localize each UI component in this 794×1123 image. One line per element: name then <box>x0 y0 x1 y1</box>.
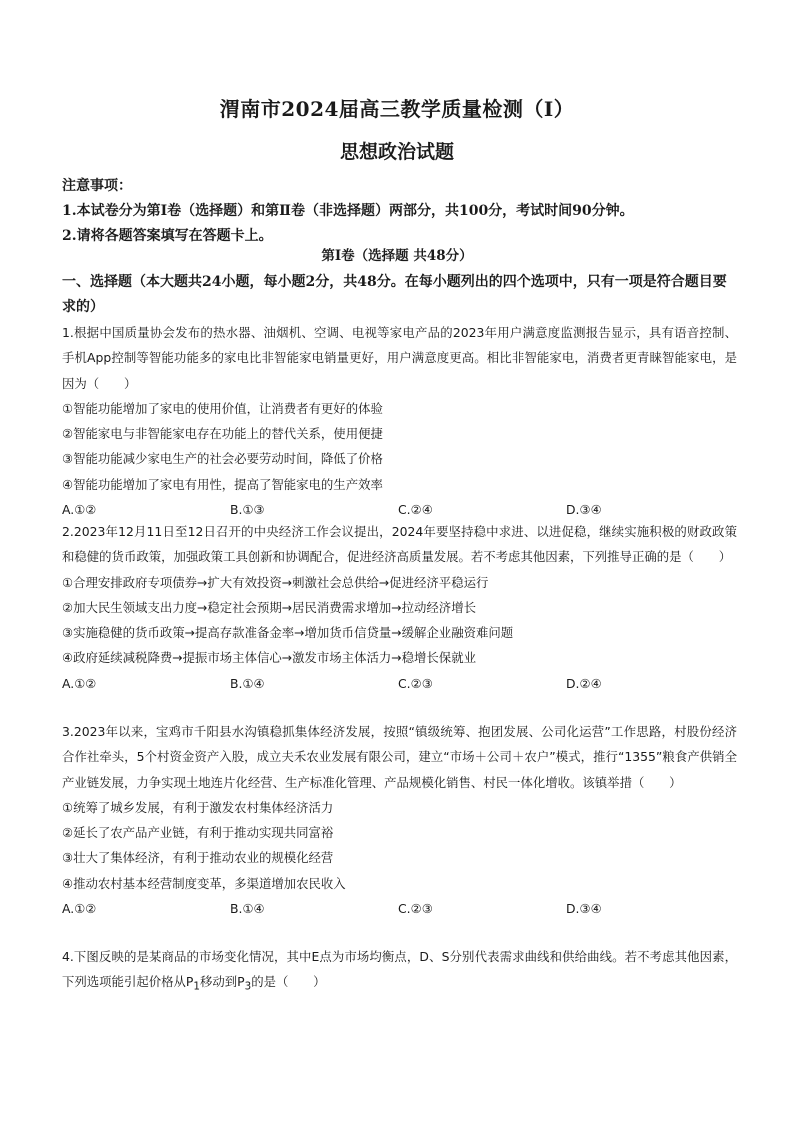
stem-text: 的是（ ） <box>251 974 326 990</box>
choice-b: B.①③ <box>230 502 265 518</box>
question-option: ①统筹了城乡发展，有利于激发农村集体经济活力 <box>62 799 334 815</box>
question-stem: 3.2023年以来，宝鸡市千阳县水沟镇稳抓集体经济发展，按照“镇级统筹、抱团发展、公司化运营”工作思路，村股份经济合作社牵头，5个村资金资产入股，成立夫禾农业发展有限公司，建立“市场＋公司＋农户”模式，推行“1355”粮食产供销全产业链发展，力争实现土地连片化经营、生产标准化管理、产品规模化销售、村民一体化增收。该镇举措（ ） <box>62 724 737 790</box>
question-option: ③实施稳健的货币政策→提高存款准备金率→增加货币信贷量→缓解企业融资难问题 <box>62 625 514 641</box>
question-2 <box>62 519 737 696</box>
question-option: ②延长了农产品产业链，有利于推动实现共同富裕 <box>62 825 334 841</box>
notice-heading: 注意事项： <box>62 178 132 194</box>
question-option: ①智能功能增加了家电的使用价值，让消费者有更好的体验 <box>62 400 383 416</box>
exam-title: 渭南市2024届高三教学质量检测（Ⅰ） <box>219 97 575 121</box>
question-stem <box>62 944 737 1000</box>
question-1 <box>62 320 737 522</box>
question-option: ②加大民生领域支出力度→稳定社会预期→居民消费需求增加→拉动经济增长 <box>62 599 476 615</box>
question-option: ①合理安排政府专项债券→扩大有效投资→刺激社会总供给→促进经济平稳运行 <box>62 574 489 590</box>
choice-c: C.②④ <box>398 502 433 518</box>
stem-text: 移动到P <box>199 974 245 990</box>
section-instruction: 一、选择题（本大题共24小题，每小题2分，共48分。在每小题列出的四个选项中，只有一项是符合题目要求的） <box>62 274 727 315</box>
stem-text: 4.下图反映的是某商品的市场变化情况，其中E点为市场均衡点，D、S分别代表需求曲线和供给曲线。若不考虑其他因素，下列选项能引起价格从P <box>62 949 737 990</box>
question-option: ②智能家电与非智能家电存在功能上的替代关系，使用便捷 <box>62 426 383 442</box>
choice-d: D.③④ <box>566 502 602 518</box>
choice-b: B.①④ <box>230 901 265 917</box>
choice-d: D.③④ <box>566 901 602 917</box>
question-option: ④智能功能增加了家电有用性，提高了智能家电的生产效率 <box>62 476 383 492</box>
question-stem: 1.根据中国质量协会发布的热水器、油烟机、空调、电视等家电产品的2023年用户满意度监测报告显示，具有语音控制、手机App控制等智能功能多的家电比非智能家电销量更好，用户满意度更高。相比非智能家电，消费者更青睐智能家电，是因为（ ） <box>62 325 737 391</box>
question-option: ④推动农村基本经营制度变革，多渠道增加农民收入 <box>62 875 346 891</box>
section-title: 第Ⅰ卷（选择题 共48分） <box>321 248 473 264</box>
choice-c: C.②③ <box>398 675 433 691</box>
question-option: ③智能功能减少家电生产的社会必要劳动时间，降低了价格 <box>62 451 383 467</box>
choice-a: A.①② <box>62 502 97 518</box>
subscript: 3 <box>244 980 252 993</box>
choice-a: A.①② <box>62 675 97 691</box>
answer-choices <box>62 671 737 696</box>
notice-block <box>62 174 737 249</box>
question-option: ③壮大了集体经济，有利于推动农业的规模化经营 <box>62 850 334 866</box>
choice-b: B.①④ <box>230 675 265 691</box>
question-stem: 2.2023年12月11日至12日召开的中央经济工作会议提出，2024年要坚持稳中求进、以进促稳，继续实施积极的财政政策和稳健的货币政策，加强政策工具创新和协调配合，促进经济高质量发展。若不考虑其他因素，下列推导正确的是（ ） <box>62 524 737 565</box>
answer-choices <box>62 896 737 921</box>
question-option: ④政府延续减税降费→提振市场主体信心→激发市场主体活力→稳增长保就业 <box>62 650 476 666</box>
question-4 <box>62 944 737 1000</box>
notice-item: 2.请将各题答案填写在答题卡上。 <box>62 228 273 244</box>
choice-a: A.①② <box>62 901 97 917</box>
choice-d: D.②④ <box>566 675 602 691</box>
choice-c: C.②③ <box>398 901 433 917</box>
subscript: 1 <box>193 980 200 993</box>
notice-item: 1.本试卷分为第Ⅰ卷（选择题）和第Ⅱ卷（非选择题）两部分，共100分，考试时间90分钟。 <box>62 203 634 219</box>
question-3 <box>62 719 737 921</box>
exam-subject: 思想政治试题 <box>339 141 454 163</box>
